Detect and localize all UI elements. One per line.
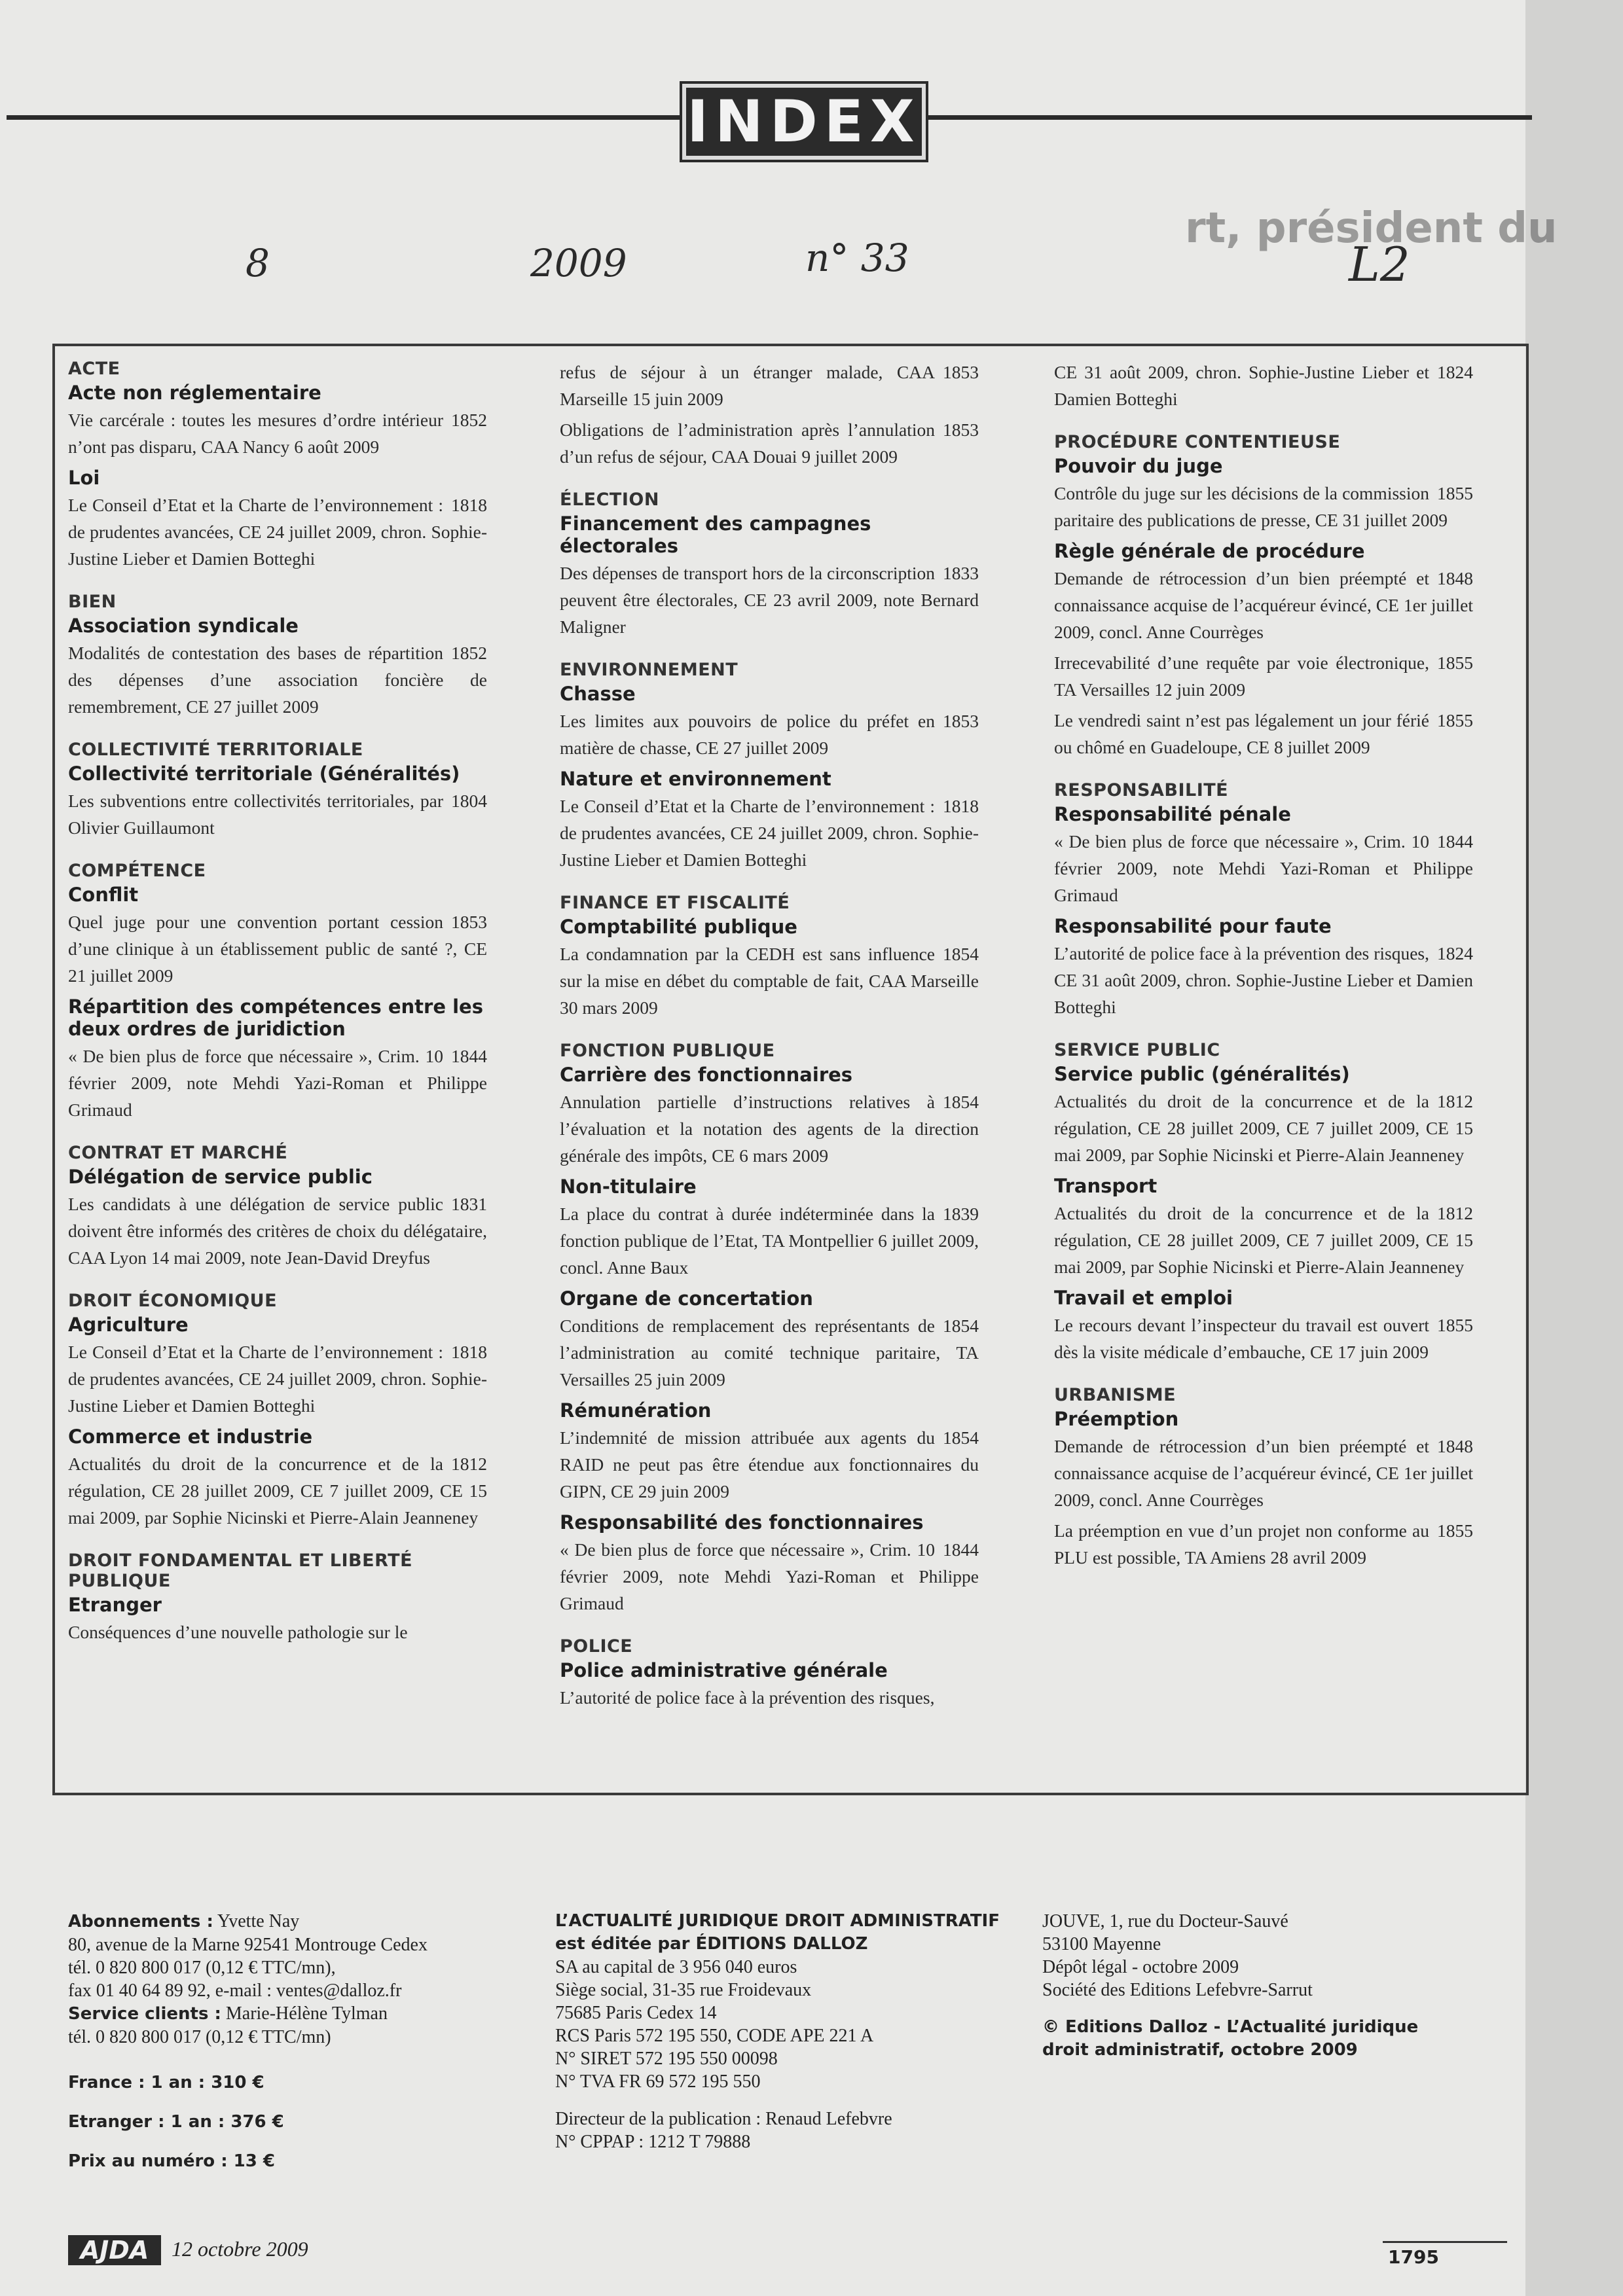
index-entry: [68, 1043, 487, 1123]
entry-page-number: 1853: [943, 711, 979, 731]
publisher-line: N° SIRET 572 195 550 00098: [555, 2049, 778, 2069]
entry-text: Demande de rétrocession d’un bien préempté et connaissance acquise de l’acquéreur évincé, CE 1er juillet 2009, concl. Anne Courrèges: [1054, 568, 1473, 642]
entry-text: refus de séjour à un étranger malade, CAA Marseille 15 juin 2009: [560, 362, 935, 409]
index-entry: [1054, 649, 1473, 703]
index-category: COMPÉTENCE: [68, 861, 206, 881]
index-entry: [68, 1191, 487, 1271]
index-entry: [560, 359, 979, 412]
index-category: URBANISME: [1054, 1385, 1176, 1405]
entry-text: Les limites aux pouvoirs de police du préfet en matière de chasse, CE 27 juillet 2009: [560, 711, 935, 758]
entry-page-number: 1855: [1437, 483, 1473, 503]
handwritten-note-3: n° 33: [805, 236, 909, 280]
entry-text: Conditions de remplacement des représentants de l’administration au comité technique paritaire, TA Versailles 25 juin 2009: [560, 1316, 979, 1390]
entry-page-number: 1812: [1437, 1091, 1473, 1111]
index-entry: [1054, 1433, 1473, 1513]
entry-text: Obligations de l’administration après l’annulation d’un refus de séjour, CAA Douai 9 juillet 2009: [560, 420, 935, 467]
index-category: BIEN: [68, 592, 117, 612]
entry-text: La condamnation par la CEDH est sans influence sur la mise en débet du comptable de fait, CAA Marseille 30 mars 2009: [560, 944, 979, 1018]
entry-page-number: 1831: [451, 1194, 487, 1214]
index-entry: [1054, 707, 1473, 761]
entry-text: CE 31 août 2009, chron. Sophie-Justine Lieber et Damien Botteghi: [1054, 362, 1429, 409]
index-subcategory: Loi: [68, 467, 100, 489]
index-subcategory: Responsabilité des fonctionnaires: [560, 1511, 924, 1534]
index-subcategory: Pouvoir du juge: [1054, 455, 1223, 477]
publication-director: Directeur de la publication : Renaud Lefebvre: [555, 2109, 892, 2129]
index-subcategory: Rémunération: [560, 1399, 712, 1422]
index-category: CONTRAT ET MARCHÉ: [68, 1143, 288, 1163]
entry-page-number: 1848: [1437, 568, 1473, 588]
entry-text: Actualités du droit de la concurrence et de la régulation, CE 28 juillet 2009, CE 7 juillet 2009, CE 15 mai 2009, par Sophie Nicinski et Pierre-Alain Jeanneney: [1054, 1091, 1473, 1165]
entry-text: « De bien plus de force que nécessaire », Crim. 10 février 2009, note Mehdi Yazi-Roman et Philippe Grimaud: [68, 1046, 487, 1120]
index-subcategory: Collectivité territoriale (Généralités): [68, 762, 460, 785]
entry-page-number: 1853: [451, 912, 487, 932]
entry-text: Les subventions entre collectivités territoriales, par Olivier Guillaumont: [68, 791, 443, 838]
index-subcategory: Comptabilité publique: [560, 916, 797, 938]
entry-page-number: 1854: [943, 1316, 979, 1336]
copyright-line-2: droit administratif, octobre 2009: [1042, 2040, 1358, 2060]
entry-text: La préemption en vue d’un projet non conforme au PLU est possible, TA Amiens 28 avril 2009: [1054, 1520, 1429, 1568]
index-category: DROIT ÉCONOMIQUE: [68, 1291, 278, 1311]
index-subcategory: Etranger: [68, 1594, 162, 1616]
index-entry: [68, 492, 487, 572]
index-subcategory: Association syndicale: [68, 615, 299, 637]
index-subcategory: Chasse: [560, 683, 636, 705]
index-subcategory: Acte non réglementaire: [68, 382, 321, 404]
entry-page-number: 1812: [451, 1454, 487, 1474]
entry-page-number: 1853: [943, 420, 979, 440]
index-entry: [68, 406, 487, 460]
index-entry: [1054, 1088, 1473, 1168]
entry-text: Le Conseil d’Etat et la Charte de l’environnement : de prudentes avancées, CE 24 juillet 2009, chron. Sophie-Justine Lieber et Damien Botteghi: [68, 1342, 487, 1416]
index-entry: [560, 793, 979, 873]
entry-text: L’autorité de police face à la prévention des risques, CE 31 août 2009, chron. Sophie-Justine Lieber et Damien Botteghi: [1054, 943, 1473, 1017]
index-subcategory: Responsabilité pour faute: [1054, 915, 1332, 937]
index-entry: [1054, 1312, 1473, 1365]
entry-page-number: 1848: [1437, 1436, 1473, 1456]
price-france: France : 1 an : 310 €: [68, 2073, 264, 2092]
index-category: DROIT FONDAMENTAL ET LIBERTÉ PUBLIQUE: [68, 1551, 413, 1591]
copyright-line-1: © Editions Dalloz - L’Actualité juridique: [1042, 2017, 1419, 2037]
subscriptions-label: Abonnements :: [68, 1912, 213, 1931]
entry-text: « De bien plus de force que nécessaire », Crim. 10 février 2009, note Mehdi Yazi-Roman et Philippe Grimaud: [1054, 831, 1473, 905]
entry-page-number: 1844: [1437, 831, 1473, 852]
index-category: ÉLECTION: [560, 490, 659, 510]
page-number: 1795: [1388, 2246, 1439, 2268]
bleed-through-text: rt, président du: [1185, 204, 1558, 253]
entry-text: L’autorité de police face à la prévention des risques,: [560, 1687, 935, 1708]
entry-page-number: 1853: [943, 362, 979, 382]
entry-page-number: 1844: [451, 1046, 487, 1066]
footer-publisher: [555, 1910, 1013, 2153]
publisher-line: RCS Paris 572 195 550, CODE APE 221 A: [555, 2026, 874, 2046]
entry-page-number: 1818: [943, 796, 979, 816]
publisher-line: SA au capital de 3 956 040 euros: [555, 1957, 797, 1977]
price-abroad: Etranger : 1 an : 376 €: [68, 2112, 284, 2132]
index-entry: [68, 1450, 487, 1531]
index-subcategory: Financement des campagnes électorales: [560, 512, 871, 557]
index-entry: [560, 708, 979, 761]
index-entry: [68, 1338, 487, 1419]
entry-text: Actualités du droit de la concurrence et de la régulation, CE 28 juillet 2009, CE 7 juillet 2009, CE 15 mai 2009, par Sophie Nicinski et Pierre-Alain Jeanneney: [1054, 1203, 1473, 1277]
service-tel: tél. 0 820 800 017 (0,12 € TTC/mn): [68, 2027, 331, 2047]
entry-text: La place du contrat à durée indéterminée dans la fonction publique de l’Etat, TA Montpellier 6 juillet 2009, concl. Anne Baux: [560, 1204, 979, 1278]
entry-text: Demande de rétrocession d’un bien préempté et connaissance acquise de l’acquéreur évincé, CE 1er juillet 2009, concl. Anne Courrèges: [1054, 1436, 1473, 1510]
entry-page-number: 1824: [1437, 362, 1473, 382]
index-category: FINANCE ET FISCALITÉ: [560, 893, 790, 913]
index-category: COLLECTIVITÉ TERRITORIALE: [68, 740, 363, 760]
entry-text: Le Conseil d’Etat et la Charte de l’environnement : de prudentes avancées, CE 24 juillet 2009, chron. Sophie-Justine Lieber et Damien Botteghi: [560, 796, 979, 870]
printer-line: 53100 Mayenne: [1042, 1934, 1161, 1954]
entry-page-number: 1852: [451, 410, 487, 430]
service-label: Service clients :: [68, 2004, 221, 2024]
printer-line: Société des Editions Lefebvre-Sarrut: [1042, 1980, 1313, 2000]
entry-page-number: 1855: [1437, 710, 1473, 730]
entry-text: Conséquences d’une nouvelle pathologie sur le: [68, 1622, 408, 1642]
index-subcategory: Nature et environnement: [560, 768, 831, 790]
entry-page-number: 1852: [451, 643, 487, 663]
handwritten-note-4: L2: [1349, 237, 1410, 292]
entry-text: « De bien plus de force que nécessaire », Crim. 10 février 2009, note Mehdi Yazi-Roman et Philippe Grimaud: [560, 1539, 979, 1613]
index-entry: [68, 1619, 487, 1645]
index-entry: [68, 908, 487, 989]
subscriptions-address: 80, avenue de la Marne 92541 Montrouge Cedex: [68, 1935, 428, 1955]
entry-text: Vie carcérale : toutes les mesures d’ordre intérieur n’ont pas disparu, CAA Nancy 6 août 2009: [68, 410, 443, 457]
index-subcategory: Commerce et industrie: [68, 1426, 313, 1448]
entry-text: Le vendredi saint n’est pas légalement un jour férié ou chômé en Guadeloupe, CE 8 juillet 2009: [1054, 710, 1429, 757]
entry-text: Les candidats à une délégation de service public doivent être informés des critères de choix du délégataire, CAA Lyon 14 mai 2009, note Jean-David Dreyfus: [68, 1194, 487, 1268]
index-column-3: [1054, 359, 1473, 1575]
page-number-rule: [1383, 2241, 1507, 2243]
index-category: POLICE: [560, 1636, 633, 1657]
footer-printer: [1042, 1910, 1501, 2062]
index-entry: [560, 416, 979, 470]
index-column-2: [560, 359, 979, 1715]
index-subcategory: Carrière des fonctionnaires: [560, 1064, 853, 1086]
handwritten-note-1: 8: [246, 241, 270, 285]
index-entry: [68, 639, 487, 720]
index-entry: [560, 1536, 979, 1617]
index-subcategory: Préemption: [1054, 1408, 1179, 1430]
index-entry: [1054, 565, 1473, 645]
index-title: INDEX: [682, 84, 926, 160]
adjacent-page-edge: [1525, 0, 1623, 2296]
entry-page-number: 1812: [1437, 1203, 1473, 1223]
entry-page-number: 1855: [1437, 1520, 1473, 1541]
index-subcategory: Police administrative générale: [560, 1659, 888, 1681]
index-entry: [560, 1684, 979, 1711]
index-entry: [68, 787, 487, 841]
subscriptions-fax: fax 01 40 64 89 92, e-mail : ventes@dalloz.fr: [68, 1981, 402, 2001]
index-column-1: [68, 359, 487, 1649]
index-subcategory: Délégation de service public: [68, 1166, 373, 1188]
entry-page-number: 1804: [451, 791, 487, 811]
cppap-number: N° CPPAP : 1212 T 79888: [555, 2132, 751, 2152]
publisher-line: N° TVA FR 69 572 195 550: [555, 2072, 761, 2092]
index-subcategory: Règle générale de procédure: [1054, 540, 1365, 562]
printer-line: Dépôt légal - octobre 2009: [1042, 1957, 1239, 1977]
index-subcategory: Non-titulaire: [560, 1175, 697, 1198]
entry-page-number: 1844: [943, 1539, 979, 1560]
index-subcategory: Service public (généralités): [1054, 1063, 1350, 1085]
index-subcategory: Organe de concertation: [560, 1287, 813, 1310]
index-entry: [1054, 828, 1473, 908]
index-entry: [1054, 480, 1473, 533]
index-entry: [560, 941, 979, 1021]
entry-text: Irrecevabilité d’une requête par voie électronique, TA Versailles 12 juin 2009: [1054, 653, 1429, 700]
index-entry: [560, 1200, 979, 1281]
publisher-title-2: est éditée par ÉDITIONS DALLOZ: [555, 1934, 868, 1954]
entry-page-number: 1854: [943, 1427, 979, 1448]
issue-date: 12 octobre 2009: [172, 2237, 308, 2261]
entry-page-number: 1854: [943, 944, 979, 964]
index-category: RESPONSABILITÉ: [1054, 780, 1229, 800]
price-issue: Prix au numéro : 13 €: [68, 2151, 275, 2171]
index-entry: [1054, 1517, 1473, 1571]
index-subcategory: Répartition des compétences entre les deux ordres de juridiction: [68, 996, 483, 1040]
entry-page-number: 1855: [1437, 653, 1473, 673]
index-subcategory: Responsabilité pénale: [1054, 803, 1291, 825]
ajda-logo: AJDA: [68, 2235, 161, 2265]
entry-page-number: 1824: [1437, 943, 1473, 963]
entry-text: Quel juge pour une convention portant cession d’une clinique à un établissement public de santé ?, CE 21 juillet 2009: [68, 912, 487, 986]
index-category: SERVICE PUBLIC: [1054, 1040, 1220, 1060]
index-subcategory: Conflit: [68, 884, 139, 906]
index-entry: [1054, 940, 1473, 1020]
entry-page-number: 1818: [451, 495, 487, 515]
entry-text: Annulation partielle d’instructions relatives à l’évaluation et la notation des agents de la direction générale des impôts, CE 6 mars 2009: [560, 1092, 979, 1166]
subscriptions-tel: tél. 0 820 800 017 (0,12 € TTC/mn),: [68, 1958, 336, 1978]
entry-text: Actualités du droit de la concurrence et de la régulation, CE 28 juillet 2009, CE 7 juillet 2009, CE 15 mai 2009, par Sophie Nicinski et Pierre-Alain Jeanneney: [68, 1454, 487, 1528]
index-category: PROCÉDURE CONTENTIEUSE: [1054, 432, 1341, 452]
entry-text: Le Conseil d’Etat et la Charte de l’environnement : de prudentes avancées, CE 24 juillet 2009, chron. Sophie-Justine Lieber et Damien Botteghi: [68, 495, 487, 569]
index-entry: [560, 560, 979, 640]
index-subcategory: Agriculture: [68, 1314, 189, 1336]
entry-text: Contrôle du juge sur les décisions de la commission paritaire des publications de presse, CE 31 juillet 2009: [1054, 483, 1448, 530]
index-entry: [560, 1312, 979, 1393]
entry-page-number: 1855: [1437, 1315, 1473, 1335]
index-entry: [1054, 359, 1473, 412]
index-entry: [1054, 1200, 1473, 1280]
printer-line: JOUVE, 1, rue du Docteur-Sauvé: [1042, 1911, 1288, 1931]
entry-page-number: 1839: [943, 1204, 979, 1224]
entry-page-number: 1854: [943, 1092, 979, 1112]
index-category: ACTE: [68, 359, 120, 379]
publisher-line: Siège social, 31-35 rue Froidevaux: [555, 1980, 812, 2000]
publisher-line: 75685 Paris Cedex 14: [555, 2003, 717, 2023]
subscriptions-name: Yvette Nay: [217, 1911, 300, 1931]
handwritten-note-2: 2009: [530, 241, 627, 285]
service-name: Marie-Hélène Tylman: [225, 2003, 388, 2024]
index-category: FONCTION PUBLIQUE: [560, 1041, 775, 1061]
index-subcategory: Travail et emploi: [1054, 1287, 1233, 1309]
index-entry: [560, 1088, 979, 1169]
entry-text: Modalités de contestation des bases de répartition des dépenses d’une association foncière de remembrement, CE 27 juillet 2009: [68, 643, 487, 717]
index-category: ENVIRONNEMENT: [560, 660, 739, 680]
index-entry: [560, 1424, 979, 1505]
entry-page-number: 1833: [943, 563, 979, 583]
publisher-title-1: L’ACTUALITÉ JURIDIQUE DROIT ADMINISTRATIF: [555, 1911, 1000, 1931]
entry-text: Le recours devant l’inspecteur du travail est ouvert dès la visite médicale d’embauche, CE 17 juin 2009: [1054, 1315, 1429, 1362]
index-subcategory: Transport: [1054, 1175, 1158, 1197]
entry-page-number: 1818: [451, 1342, 487, 1362]
entry-text: Des dépenses de transport hors de la circonscription peuvent être électorales, CE 23 avril 2009, note Bernard Maligner: [560, 563, 979, 637]
entry-text: L’indemnité de mission attribuée aux agents du RAID ne peut pas être étendue aux fonctionnaires du GIPN, CE 29 juin 2009: [560, 1427, 979, 1501]
footer-subscriptions: [68, 1910, 526, 2181]
